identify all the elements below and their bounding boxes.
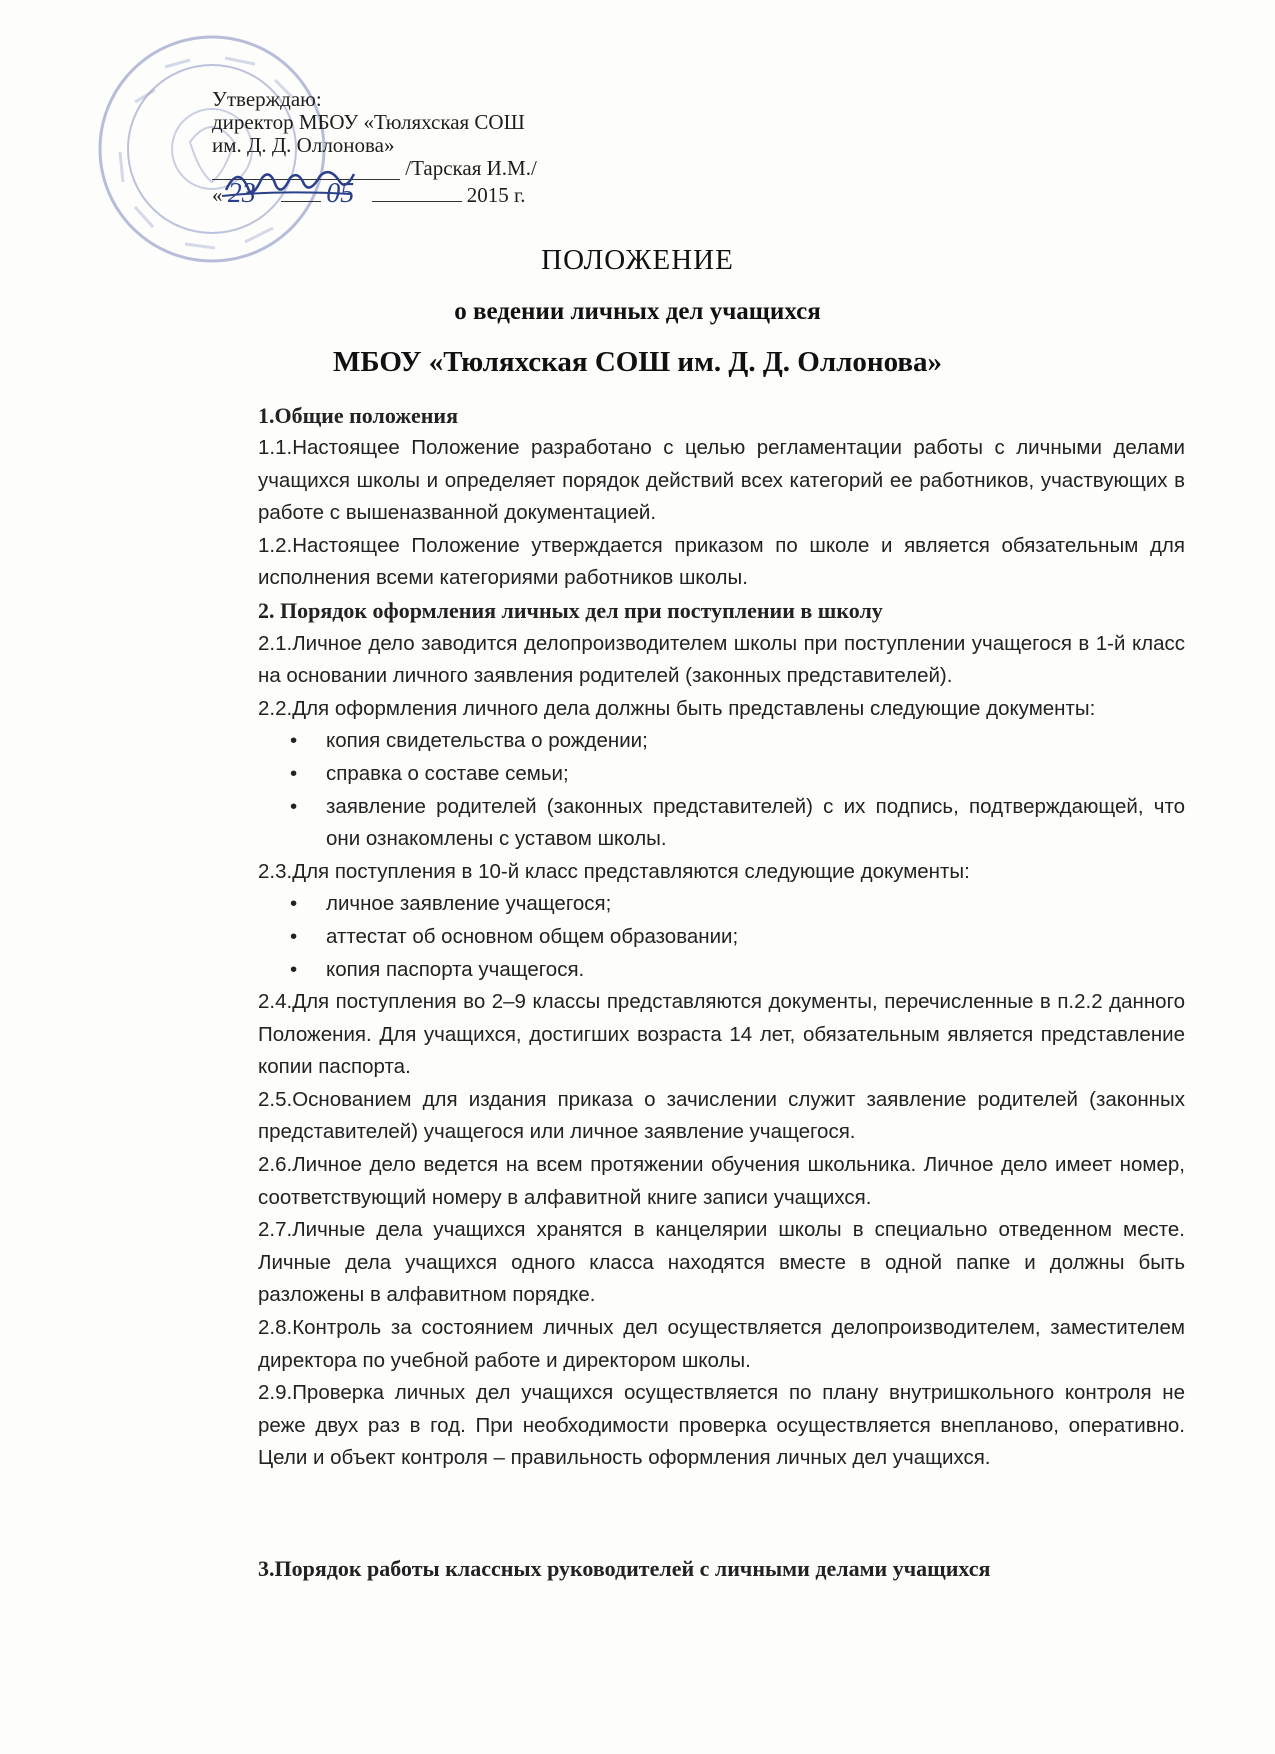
paragraph-2-8: 2.8.Контроль за состоянием личных дел осуществляется делопроизводителем, заместителем директора по учебной работе и директором школы. [258, 1316, 1185, 1372]
document-title: ПОЛОЖЕНИЕ [541, 244, 734, 276]
paragraph-1-1: 1.1.Настоящее Положение разработано с целью регламентации работы с личными делами учащихся школы и определяет порядок действий всех категорий ее работников, участвующих в работе с вышеназванной документацией. [258, 436, 1185, 525]
date-year: 2015 г. [466, 183, 526, 207]
date-month: 05 [326, 178, 355, 209]
document-organization: МБОУ «Тюляхская СОШ им. Д. Д. Оллонова» [332, 346, 943, 378]
list-item: • заявление родителей (законных представителей) с их подпись, подтверждающей, что они ознакомлены с уставом школы. [326, 791, 1185, 856]
paragraph-2-4: 2.4.Для поступления во 2–9 классы представляются документы, перечисленные в п.2.2 данного Положения. Для учащихся, достигших возраста 14 лет, обязательным является представление копии паспорта. [258, 990, 1185, 1079]
approval-label: Утверждаю: [212, 87, 322, 111]
section-spacer [258, 1475, 1185, 1553]
paragraph-1-2: 1.2.Настоящее Положение утверждается приказом по школе и является обязательным для исполнения всеми категориями работников школы. [258, 533, 1185, 590]
paragraph-2-9: 2.9.Проверка личных дел учащихся осуществляется по плану внутришкольного контроля не реже двух раз в год. При необходимости проверка осуществляется внепланово, оперативно. Цели и объект контроля – правильность оформления личных дел учащихся. [258, 1381, 1185, 1470]
date-open-quote: « [212, 183, 223, 207]
list-item: • личное заявление учащегося; [326, 888, 1185, 921]
year-underline [372, 201, 462, 202]
paragraph-2-2: 2.2.Для оформления личного дела должны быть представлены следующие документы: [258, 696, 1096, 720]
paragraph-2-5: 2.5.Основанием для издания приказа о зачислении служит заявление родителей (законных представителей) учащегося или личное заявление учащегося. [258, 1087, 1185, 1144]
paragraph-2-6: 2.6.Личное дело ведется на всем протяжении обучения школьника. Личное дело имеет номер, соответствующий номеру в алфавитной книге записи учащихся. [258, 1153, 1185, 1209]
approval-position: директор МБОУ «Тюляхская СОШ [212, 110, 525, 134]
paragraph-2-3: 2.3.Для поступления в 10-й класс представляются следующие документы: [258, 859, 970, 883]
handwritten-signature [218, 160, 358, 209]
approval-signer: /Тарская И.М./ [405, 156, 537, 180]
list-2-2 [258, 725, 1185, 855]
list-item: • копия свидетельства о рождении; [326, 725, 1185, 758]
paragraph-2-1: 2.1.Личное дело заводится делопроизводителем школы при поступлении учащегося в 1-й класс на основании личного заявления родителей (законных представителей). [258, 631, 1185, 688]
document-subtitle: о ведении личных дел учащихся [454, 298, 821, 325]
paragraph-2-7: 2.7.Личные дела учащихся хранятся в канцелярии школы в специально отведенном месте. Личные дела учащихся одного класса находятся вместе в одной папке и должны быть разложены в алфавитном порядке. [258, 1218, 1185, 1307]
section-3-heading: 3.Порядок работы классных руководителей с личными делами учащихся [258, 1556, 991, 1581]
list-item: • справка о составе семьи; [326, 758, 1185, 791]
date-day: 23 [227, 178, 256, 209]
approval-school: им. Д. Д. Оллонова» [212, 133, 395, 157]
section-1-heading: 1.Общие положения [258, 403, 458, 428]
document-body [258, 400, 1185, 1586]
list-item: • копия паспорта учащегося. [326, 954, 1185, 987]
list-item: • аттестат об основном общем образовании; [326, 921, 1185, 954]
section-2-heading: 2. Порядок оформления личных дел при поступлении в школу [258, 597, 883, 623]
list-2-3 [258, 888, 1185, 986]
